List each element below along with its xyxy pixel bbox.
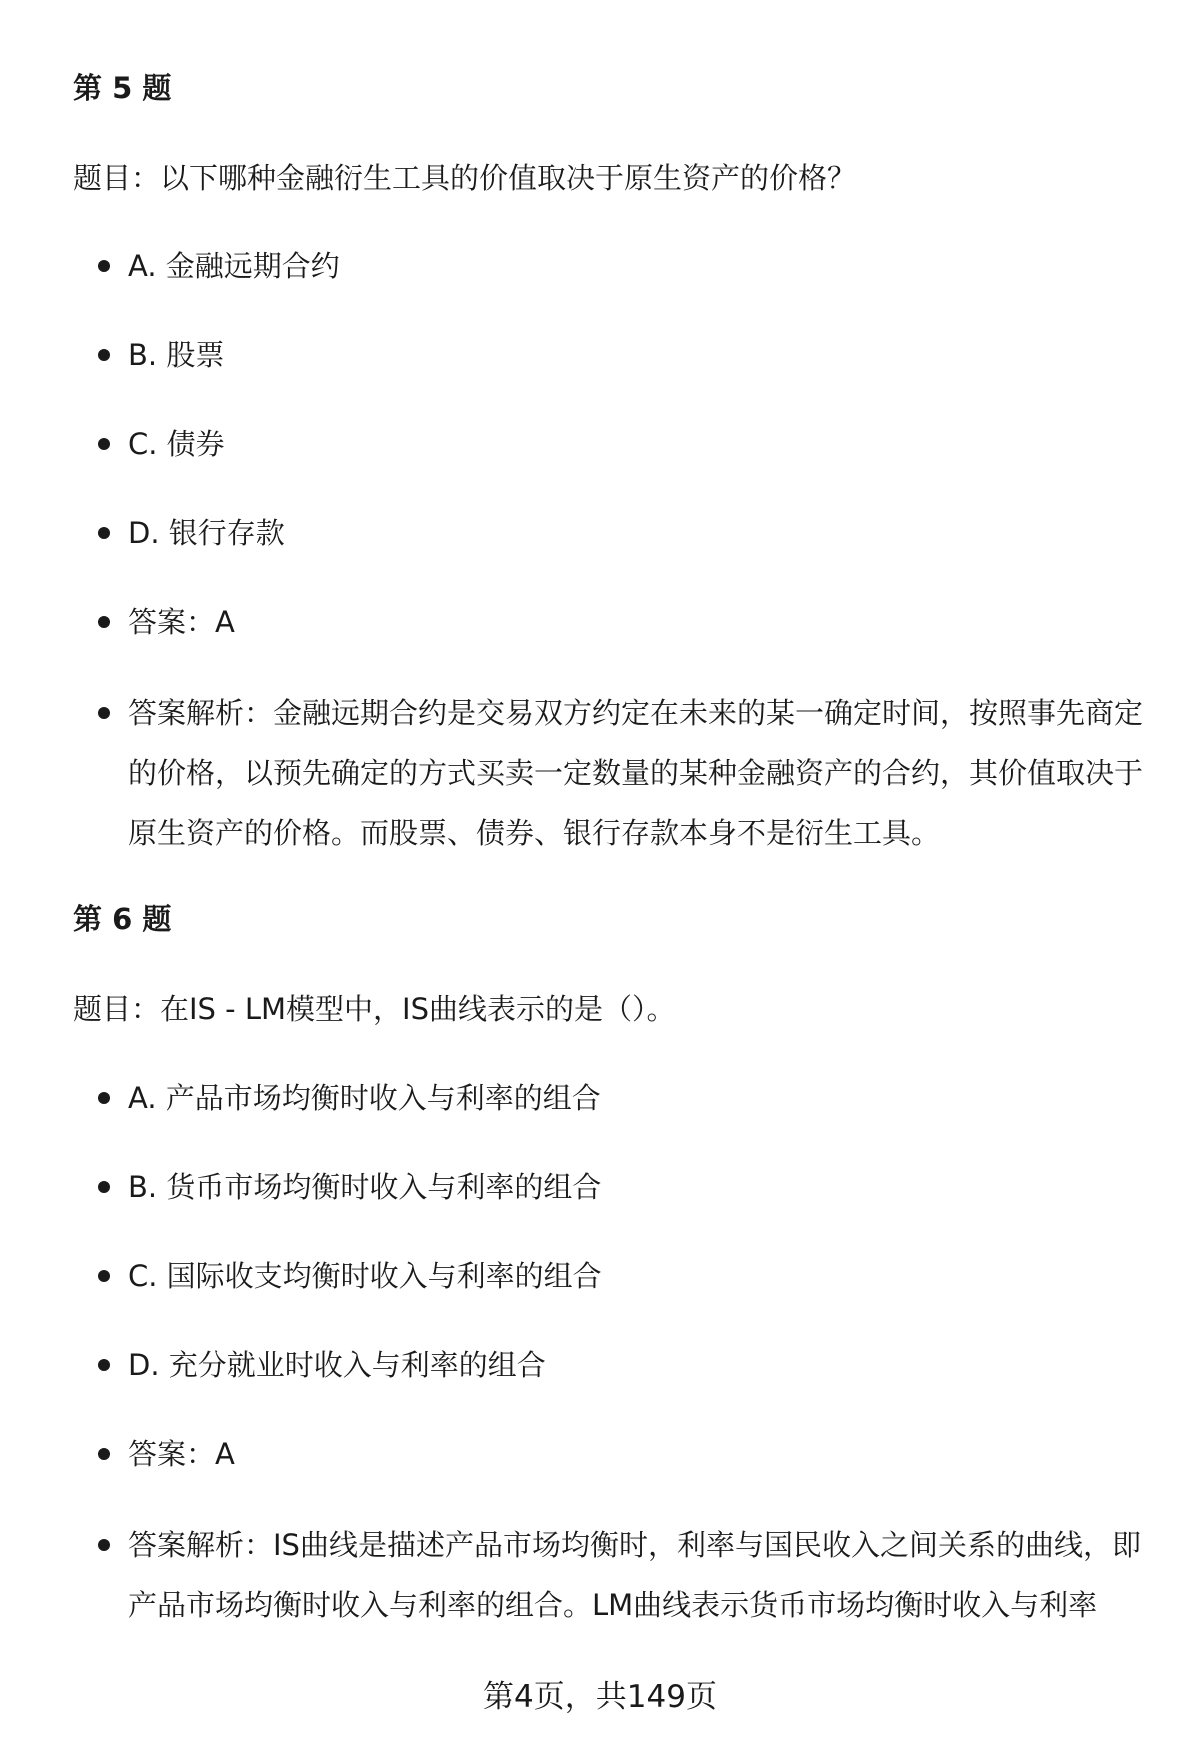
answer-text: 答案：A (128, 1437, 235, 1471)
bullet-icon (98, 1181, 110, 1193)
bullet-icon (98, 1359, 110, 1371)
bullet-icon (98, 616, 110, 628)
bullet-icon (98, 349, 110, 361)
option-text: B. 股票 (128, 338, 225, 372)
bullet-icon (98, 1539, 110, 1551)
question-5-stem: 题目：以下哪种金融衍生工具的价值取决于原生资产的价格？ (73, 161, 857, 195)
answer-text: 答案：A (128, 605, 235, 639)
option-text: D. 银行存款 (128, 516, 285, 550)
question-6-heading: 第 6 题 (73, 902, 172, 936)
analysis-text: 答案解析：IS曲线是描述产品市场均衡时，利率与国民收入之间关系的曲线，即产品市场均衡时收入与利率的组合。LM曲线表示货币市场均衡时收入与利率 (128, 1528, 1141, 1622)
bullet-icon (98, 527, 110, 539)
option-text: C. 债券 (128, 427, 225, 461)
option-text: A. 产品市场均衡时收入与利率的组合 (128, 1081, 601, 1115)
analysis-text: 答案解析：金融远期合约是交易双方约定在未来的某一确定时间，按照事先商定的价格，以预先确定的方式买卖一定数量的某种金融资产的合约，其价值取决于原生资产的价格。而股票、债券、银行存款本身不是衍生工具。 (128, 696, 1144, 850)
bullet-icon (98, 260, 110, 272)
option-text: D. 充分就业时收入与利率的组合 (128, 1348, 546, 1382)
question-5-heading: 第 5 题 (73, 71, 172, 105)
question-6-stem: 题目：在IS - LM模型中，IS曲线表示的是（）。 (73, 992, 676, 1026)
option-text: C. 国际收支均衡时收入与利率的组合 (128, 1259, 602, 1293)
bullet-icon (98, 707, 110, 719)
page-number-footer: 第4页，共149页 (483, 1679, 717, 1715)
option-text: A. 金融远期合约 (128, 249, 340, 283)
bullet-icon (98, 1270, 110, 1282)
bullet-icon (98, 1092, 110, 1104)
bullet-icon (98, 438, 110, 450)
bullet-icon (98, 1448, 110, 1460)
option-text: B. 货币市场均衡时收入与利率的组合 (128, 1170, 602, 1204)
